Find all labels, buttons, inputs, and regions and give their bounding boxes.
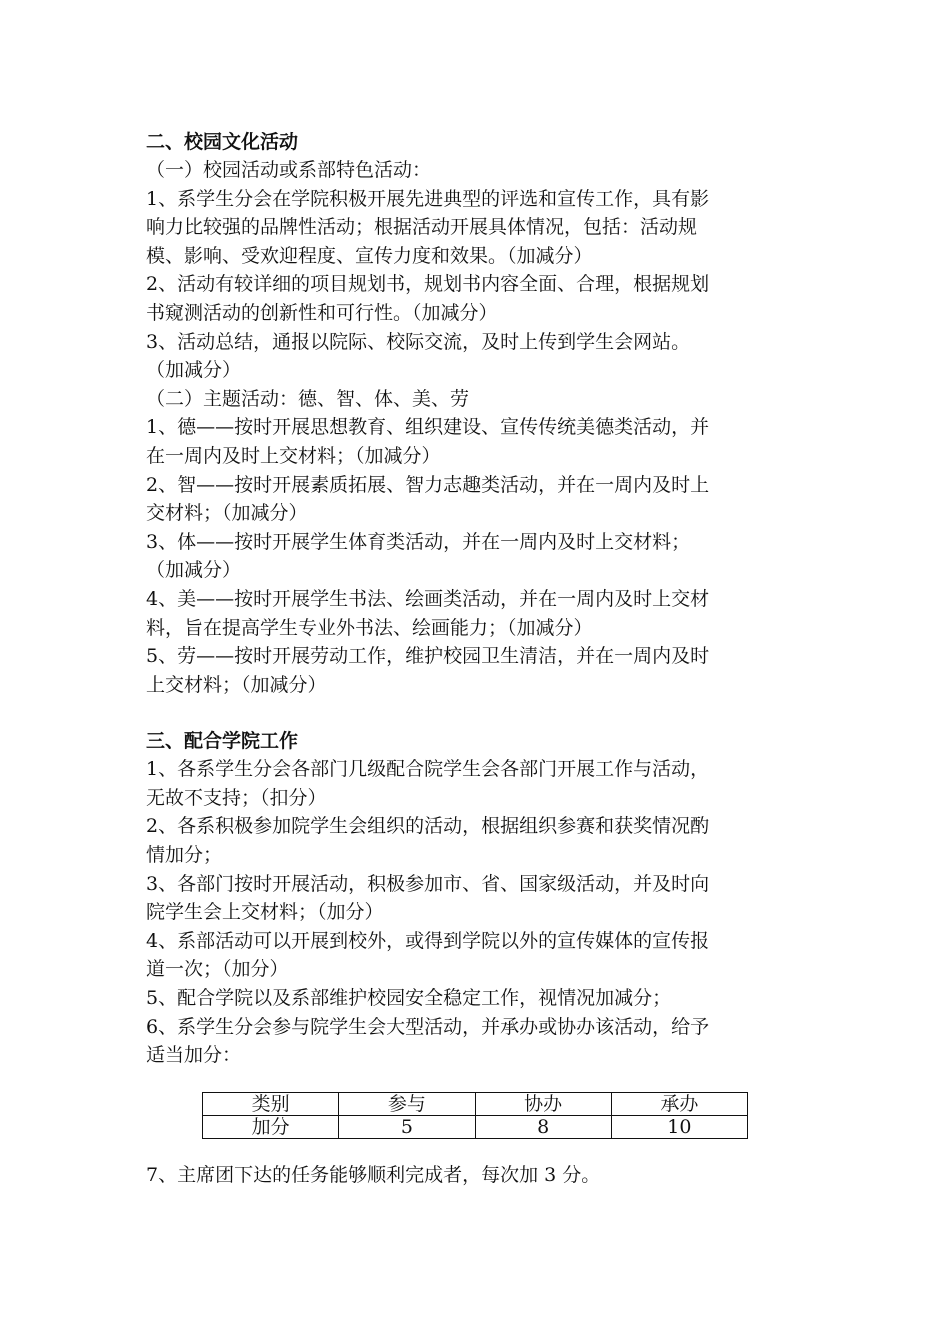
- item-line: 书窥测活动的创新性和可行性。（加减分）: [146, 301, 498, 324]
- list-item: [146, 812, 810, 841]
- table-header-cell: 参与: [339, 1092, 475, 1115]
- item-line: 5、劳——按时开展劳动工作，维护校园卫生清洁，并在一周内及时: [146, 645, 710, 668]
- list-item: [146, 556, 810, 585]
- item-line: 3、活动总结，通报以院际、校际交流，及时上传到学生会网站。: [146, 330, 691, 353]
- item-line: 5、配合学院以及系部维护校园安全稳定工作，视情况加减分；: [146, 987, 672, 1010]
- list-item: [146, 585, 810, 614]
- bonus-table-wrapper: [202, 1092, 748, 1139]
- item-line: 3、体——按时开展学生体育类活动，并在一周内及时上交材料；: [146, 530, 691, 553]
- table-header-cell: 类别: [203, 1092, 339, 1115]
- item-line: 响力比较强的品牌性活动；根据活动开展具体情况，包括：活动规: [146, 216, 698, 239]
- subsection-2-title: （二）主题活动：德、智、体、美、劳: [146, 387, 470, 410]
- item-line: 4、美——按时开展学生书法、绘画类活动，并在一周内及时上交材: [146, 587, 710, 610]
- table-header-cell: 协办: [475, 1092, 611, 1115]
- table-cell: 8: [475, 1115, 611, 1138]
- section-3-title: 三、配合学院工作: [146, 730, 299, 753]
- list-item: [146, 442, 810, 471]
- item-line: 道一次；（加分）: [146, 958, 289, 981]
- item-line: 2、智——按时开展素质拓展、智力志趣类活动，并在一周内及时上: [146, 473, 710, 496]
- item-line: 1、系学生分会在学院积极开展先进典型的评选和宣传工作，具有影: [146, 187, 710, 210]
- table-header-cell: 承办: [611, 1092, 747, 1115]
- list-item: [146, 841, 810, 870]
- list-item: [146, 927, 810, 956]
- list-item: [146, 213, 810, 242]
- section-spacer: [146, 699, 810, 727]
- list-item: [146, 242, 810, 271]
- list-item: [146, 1013, 810, 1042]
- item-line: 3、各部门按时开展活动，积极参加市、省、国家级活动，并及时向: [146, 872, 710, 895]
- list-item: [146, 270, 810, 299]
- list-item: [146, 499, 810, 528]
- item-line: 情加分；: [146, 844, 223, 867]
- table-cell: 加分: [203, 1115, 339, 1138]
- list-item: [146, 642, 810, 671]
- list-item: [146, 328, 810, 357]
- item-line: 院学生会上交材料；（加分）: [146, 901, 384, 924]
- list-item: [146, 755, 810, 784]
- item-line: 6、系学生分会参与院学生会大型活动，并承办或协办该活动，给予: [146, 1015, 710, 1038]
- list-item: [146, 299, 810, 328]
- list-item: [146, 413, 810, 442]
- list-item: [146, 356, 810, 385]
- list-item: [146, 870, 810, 899]
- item-line: 1、各系学生分会各部门几级配合院学生会各部门开展工作与活动，: [146, 758, 710, 781]
- list-item: [146, 185, 810, 214]
- list-item: [146, 614, 810, 643]
- item-line: 料，旨在提高学生专业外书法、绘画能力；（加减分）: [146, 616, 593, 639]
- list-item: [146, 898, 810, 927]
- table-cell: 5: [339, 1115, 475, 1138]
- item-line: （加减分）: [146, 559, 242, 582]
- list-item: [146, 984, 810, 1013]
- item-line: 2、活动有较详细的项目规划书，规划书内容全面、合理，根据规划: [146, 273, 710, 296]
- item-line: 2、各系积极参加院学生会组织的活动，根据组织参赛和获奖情况酌: [146, 815, 710, 838]
- final-list-item: 7、主席团下达的任务能够顺利完成者，每次加 3 分。: [146, 1163, 601, 1186]
- table-row: [203, 1115, 748, 1138]
- list-item: [146, 1041, 810, 1070]
- list-item: [146, 671, 810, 700]
- item-line: 1、德——按时开展思想教育、组织建设、宣传传统美德类活动，并: [146, 416, 710, 439]
- section-3-list: [146, 755, 810, 1070]
- item-line: 在一周内及时上交材料；（加减分）: [146, 444, 441, 467]
- item-line: 上交材料；（加减分）: [146, 673, 327, 696]
- item-line: 4、系部活动可以开展到校外，或得到学院以外的宣传媒体的宣传报: [146, 929, 710, 952]
- subsection-1-list: [146, 185, 810, 385]
- item-line: 无故不支持；（扣分）: [146, 786, 327, 809]
- list-item: [146, 528, 810, 557]
- section-2-title: 二、校园文化活动: [146, 131, 299, 153]
- subsection-2-list: [146, 413, 810, 699]
- table-cell: 10: [611, 1115, 747, 1138]
- bonus-table: [202, 1092, 748, 1139]
- item-line: 适当加分：: [146, 1044, 242, 1067]
- list-item: [146, 471, 810, 500]
- item-line: 交材料；（加减分）: [146, 502, 308, 525]
- list-item: [146, 784, 810, 813]
- list-item: [146, 955, 810, 984]
- document-page: [146, 128, 810, 1189]
- item-line: 模、影响、受欢迎程度、宣传力度和效果。（加减分）: [146, 244, 593, 267]
- item-line: （加减分）: [146, 359, 242, 382]
- subsection-1-title: （一）校园活动或系部特色活动：: [146, 159, 432, 181]
- table-header-row: [203, 1092, 748, 1115]
